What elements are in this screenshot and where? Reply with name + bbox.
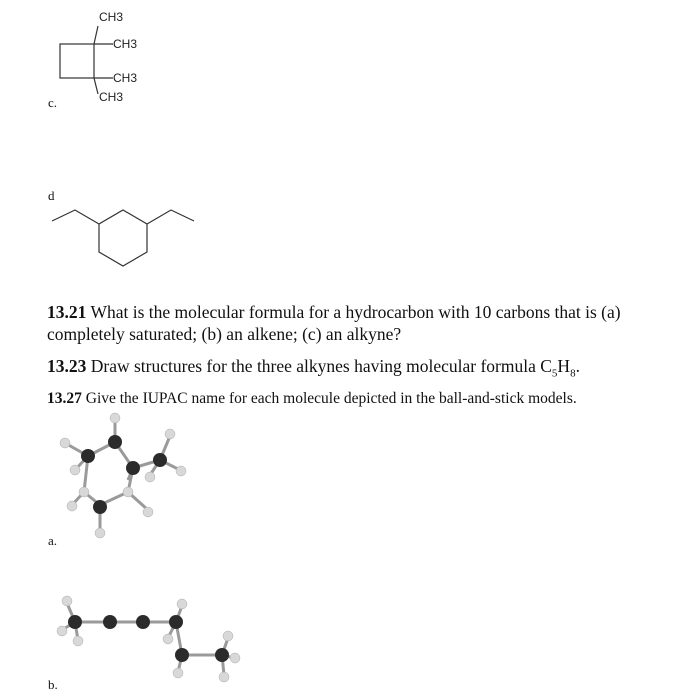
methyl-group-upper: CH3	[113, 37, 138, 51]
methyl-group-bottom: CH3	[99, 90, 124, 104]
model-b-label: b.	[48, 677, 58, 692]
question-text: What is the molecular formula for a hydrocarbon with 10 carbons that is (a) completely saturated; (b) an alkene; (c) an alkyne?	[47, 302, 621, 344]
question-number: 13.23	[47, 356, 87, 376]
model-a-label: a.	[48, 533, 58, 548]
part-c-label: c.	[48, 95, 58, 110]
subscript-hydrogen: 8	[570, 367, 576, 380]
methyl-group-lower: CH3	[113, 71, 138, 85]
question-period: .	[575, 356, 580, 376]
methyl-group-top: CH3	[99, 10, 124, 24]
subscript-carbon: 5	[551, 367, 558, 380]
part-d-label: d	[48, 188, 55, 203]
question-text: Give the IUPAC name for each molecule depicted in the ball-and-stick models.	[85, 390, 577, 407]
question-number: 13.27	[47, 390, 82, 407]
question-text: Draw structures for the three alkynes having molecular formula C	[90, 356, 552, 376]
question-number: 13.21	[47, 302, 87, 322]
hydrogen-symbol: H	[557, 356, 571, 376]
